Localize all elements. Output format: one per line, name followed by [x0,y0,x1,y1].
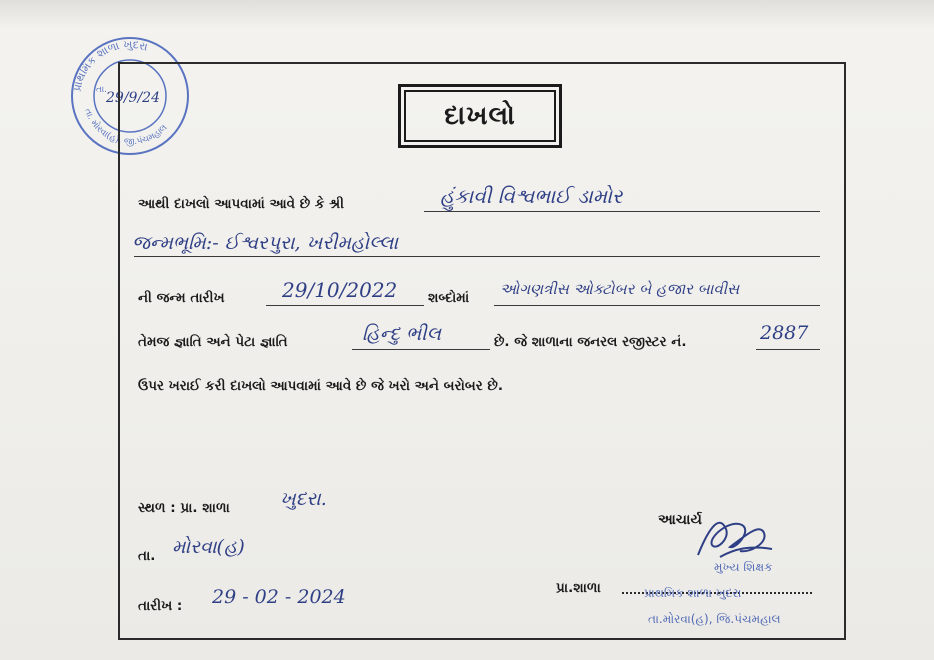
caste-underline [352,349,490,350]
dob-underline [266,305,424,306]
words-label: શબ્દોમાં [428,290,470,306]
dob-words-underline [494,305,820,306]
register-underline [756,349,820,350]
caste-value: હિન્દુ ભીલ [362,323,441,345]
register-number: 2887 [760,322,809,344]
title-box [398,84,562,148]
taluka-value: મોરવા(હ) [172,536,245,558]
seal-school-name: પ્રાથમિક શાળા ખુદરા [644,586,742,600]
dob-words: ઓગણત્રીસ ઓક્ટોબર બે હજાર બાવીસ [500,280,740,298]
stamp-ring-top-text: પ્રાથમિક શાળા ખુદરા [70,37,150,93]
seal-address: તા.મોરવા(હ), જિ.પંચમહાલ [648,612,781,626]
dob-value: 29/10/2022 [282,278,398,302]
dob-label: ની જન્મ તારીખ [138,290,225,306]
seal-designation: મુખ્ય શિક્ષક [714,560,773,574]
taluka-label: તા. [138,548,156,564]
principal-label: આચાર્ય [658,512,702,528]
place-value: ખુદરા. [280,488,327,510]
name-underline [424,211,820,212]
date-label: તારીખ : [138,598,183,614]
page-shadow [0,0,934,30]
caste-label: તેમજ જ્ઞાતિ અને પેટા જ્ઞાતિ [138,334,288,350]
closing-text: ઉપર ખરાઈ કરી દાખલો આપવામાં આવે છે જે ખરો અને બરોબર છે. [138,378,503,394]
place-label: સ્થળ : પ્રા. શાળા [138,500,230,516]
certificate-title: દાખલો [404,90,556,142]
birthplace: જન્મભૂમિ:- ઈશ્વરપુરા, ખરીમહોલ્લા [132,232,399,254]
birthplace-underline [134,256,820,257]
stamp-ring-bottom-text: તા. મોરવા(હ), જી.પંચમહાલ [82,107,170,148]
date-value: 29 - 02 - 2024 [212,586,346,608]
student-name: હુંકાવી વિશ્વભાઈ ડામોર [440,184,623,208]
register-text: છે. જે શાળાના જનરલ રજીસ્ટર નં. [494,334,687,350]
intro-text: આથી દાખલો આપવામાં આવે છે કે શ્રી [138,196,345,212]
school-label: પ્રા.શાળા [556,580,601,596]
stamp-inner-label: તા. [96,85,108,95]
stamp-date: 29/9/24 [106,90,160,106]
